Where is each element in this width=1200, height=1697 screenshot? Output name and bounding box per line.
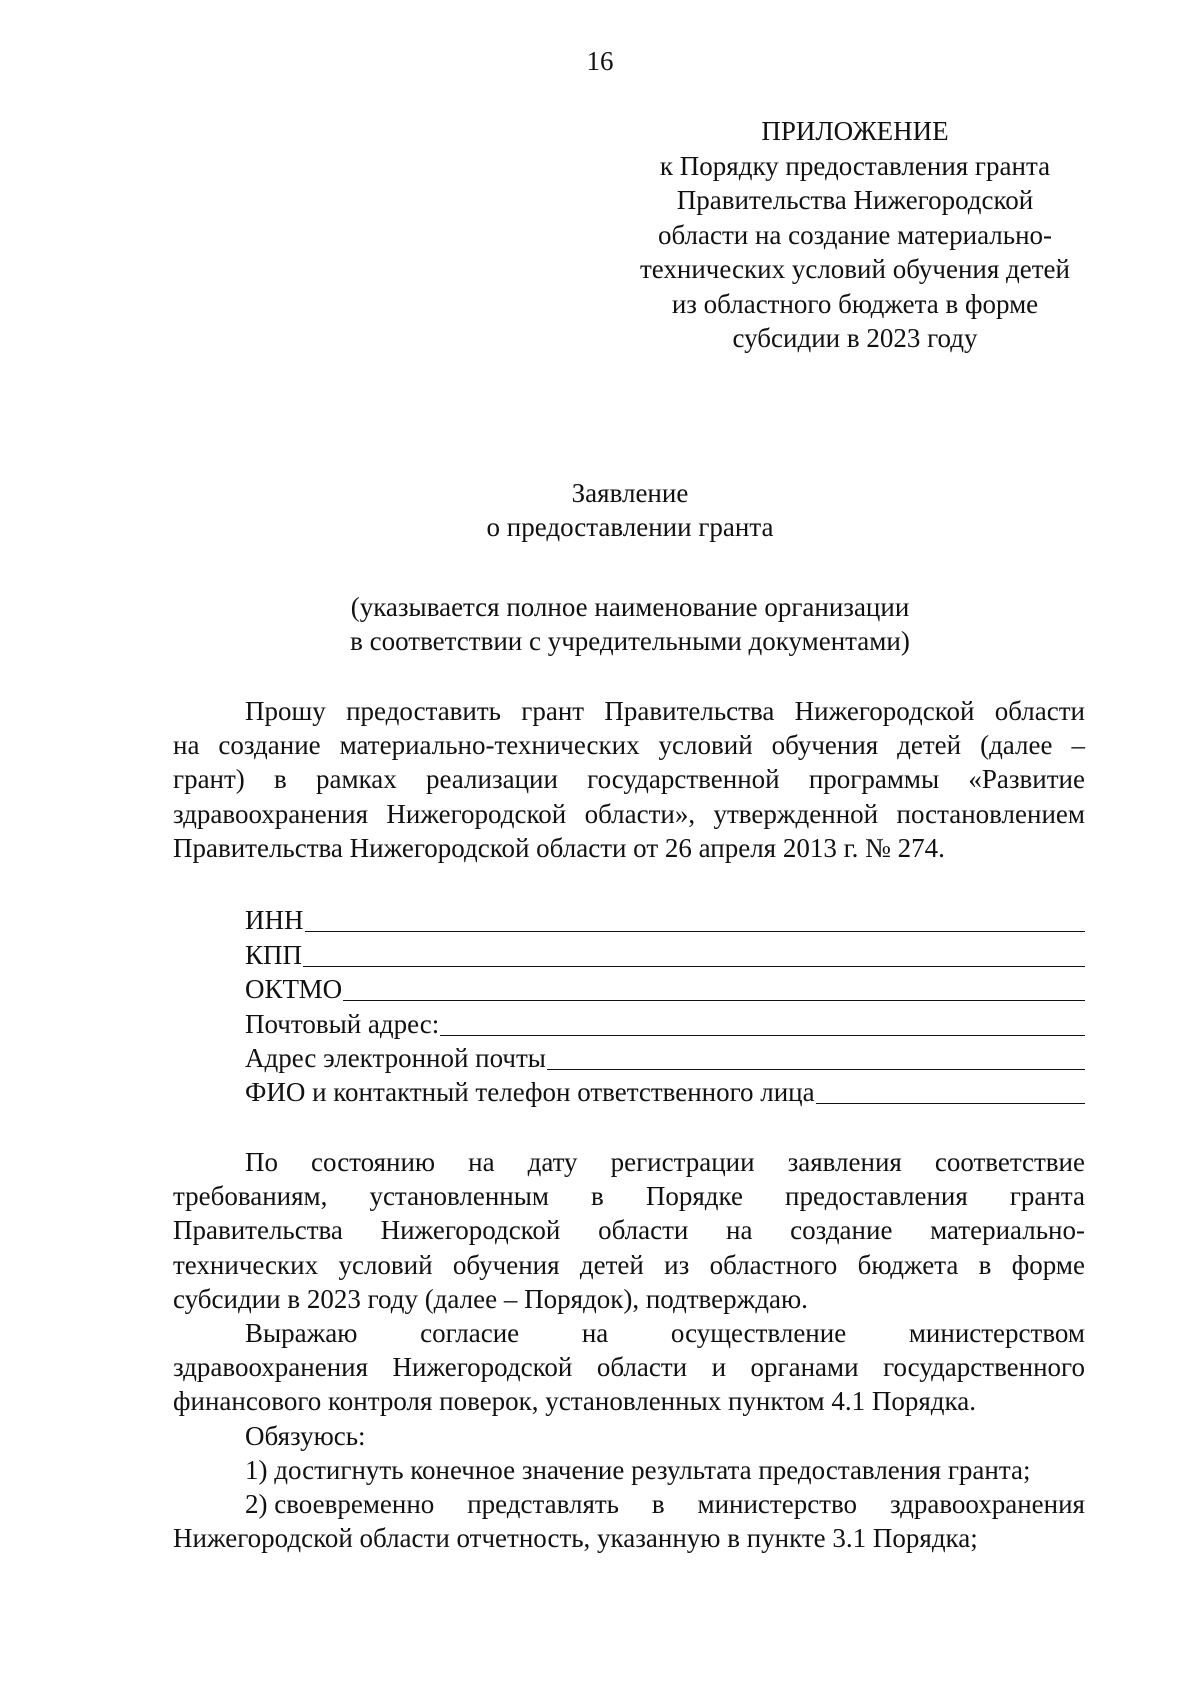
word: – (1071, 730, 1085, 761)
word: 2) своевременно (245, 1488, 435, 1519)
appendix-line: технических условий обучения детей (639, 254, 1070, 284)
appendix-line: субсидии в 2023 году (732, 323, 978, 353)
field-label: ФИО и контактный телефон ответственного лица (245, 1077, 815, 1108)
word: областного (709, 1249, 838, 1280)
request-paragraph (173, 694, 1085, 865)
fill-in-line[interactable] (303, 966, 1085, 967)
word: создание (218, 730, 321, 761)
paragraph-line (173, 1316, 1085, 1350)
fill-in-line[interactable] (816, 1103, 1085, 1104)
fill-in-line[interactable] (305, 931, 1086, 932)
contact-person-field[interactable] (245, 1075, 1085, 1109)
page-number: 16 (586, 46, 614, 76)
word: требованиям, (173, 1181, 328, 1212)
org-note-line: в соответствии с учредительными документами) (350, 626, 910, 656)
word: грант) (173, 764, 245, 795)
appendix-block (610, 114, 1100, 356)
word: обучения (771, 730, 879, 761)
field-label: Адрес электронной почты (245, 1042, 546, 1073)
field-label: ИНН (245, 905, 304, 936)
appendix-line: области на создание материально- (657, 219, 1053, 250)
paragraph-line: субсидии в 2023 году (далее – Порядок), подтверждаю. (173, 1283, 808, 1314)
paragraph-line (173, 1179, 1085, 1213)
word: рамках (316, 764, 397, 795)
word: здравоохранения (889, 1488, 1085, 1519)
word: области (994, 696, 1085, 726)
word: из (664, 1249, 690, 1280)
word: условий (658, 730, 753, 761)
word: Правительства (173, 1215, 343, 1246)
paragraph-line: финансового контроля поверок, установленных пунктом 4.1 Порядка. (173, 1386, 976, 1417)
word: Нижегородской (794, 696, 975, 726)
word: обучения (452, 1249, 560, 1280)
word: согласие (420, 1317, 520, 1348)
paragraph-line (173, 1248, 1085, 1282)
word: в (651, 1488, 665, 1519)
appendix-line: из областного бюджета в форме (671, 288, 1039, 319)
word: заявления (787, 1147, 902, 1177)
obligation-item: 1) достигнуть конечное значение результата предоставления гранта; (245, 1454, 1031, 1485)
kpp-field[interactable] (245, 937, 1085, 971)
statement-title (0, 476, 1200, 544)
appendix-line: Правительства Нижегородской (676, 185, 1034, 215)
confirmation-section (173, 1145, 1085, 1555)
paragraph-line (173, 797, 1085, 831)
word: в (274, 764, 287, 795)
word: форме (1011, 1249, 1085, 1280)
word: Порядке (645, 1181, 743, 1212)
word: Нижегородской (392, 1352, 573, 1383)
word: на (726, 1215, 753, 1246)
word: Выражаю (245, 1317, 358, 1348)
inn-field[interactable] (245, 903, 1085, 937)
word: «Развитие (968, 764, 1085, 795)
paragraph-line (173, 762, 1085, 796)
word: на (173, 730, 200, 761)
word: области (598, 1215, 689, 1246)
oktmo-field[interactable] (245, 972, 1085, 1006)
word: установленным (369, 1181, 549, 1212)
fill-in-line[interactable] (440, 1035, 1085, 1036)
word: государственного (883, 1352, 1085, 1383)
word: постановлением (896, 798, 1085, 829)
email-field[interactable] (245, 1041, 1085, 1075)
word: предоставить (346, 696, 501, 726)
word: органами (750, 1352, 859, 1383)
word: Прошу (245, 696, 326, 726)
paragraph-line: Правительства Нижегородской области от 26 апреля 2013 г. № 274. (173, 832, 945, 863)
word: бюджета (857, 1249, 959, 1280)
appendix-heading: ПРИЛОЖЕНИЕ (761, 116, 949, 146)
word: программы (808, 764, 940, 795)
word: создание (790, 1215, 893, 1246)
word: гранта (1009, 1181, 1085, 1212)
organization-details-form (245, 903, 1085, 1109)
word: и (711, 1352, 727, 1383)
word: условий (338, 1249, 433, 1280)
organization-name-note (0, 590, 1200, 658)
obligation-heading: Обязуюсь: (245, 1420, 366, 1451)
word: реализации (425, 764, 558, 795)
fill-in-line[interactable] (547, 1069, 1085, 1070)
word: регистрации (610, 1147, 755, 1177)
paragraph-line (173, 1145, 1085, 1179)
appendix-line: к Порядку предоставления гранта (659, 150, 1051, 181)
word: в (591, 1181, 604, 1212)
word: области», (584, 798, 696, 829)
word: утвержденной (713, 798, 879, 829)
paragraph-line (173, 1350, 1085, 1384)
paragraph-line (173, 694, 1085, 728)
word: области (596, 1352, 688, 1383)
word: состоянию (311, 1147, 436, 1177)
org-note-line: (указывается полное наименование организации (350, 592, 910, 622)
word: материально- (930, 1215, 1085, 1246)
word: государственной (587, 764, 780, 795)
word: материально-технических (339, 730, 640, 761)
word: на (468, 1147, 495, 1177)
word: осуществление (670, 1317, 847, 1348)
field-label: КПП (245, 939, 303, 970)
word: дату (527, 1147, 578, 1177)
word: детей (897, 730, 962, 761)
statement-title-line: о предоставлении гранта (486, 512, 774, 542)
word: Нижегородской (386, 798, 567, 829)
word: Правительства (604, 696, 775, 726)
word: министерство (697, 1488, 858, 1519)
statement-title-line: Заявление (571, 478, 689, 508)
word: соответствие (934, 1147, 1085, 1177)
field-label: ОКТМО (245, 974, 343, 1005)
postal-address-field[interactable] (245, 1006, 1085, 1040)
word: Нижегородской (380, 1215, 561, 1246)
word: грант (521, 696, 585, 726)
fill-in-line[interactable] (343, 1000, 1085, 1001)
obligation-item-continuation: Нижегородской области отчетность, указанную в пункте 3.1 Порядка; (173, 1523, 978, 1554)
word: представлять (467, 1488, 619, 1519)
field-label: Почтовый адрес: (245, 1008, 440, 1039)
word: предоставления (785, 1181, 968, 1212)
word: в (978, 1249, 992, 1280)
paragraph-line (173, 728, 1085, 762)
word: детей (579, 1249, 644, 1280)
word: министерством (908, 1317, 1085, 1348)
word: здравоохранения (173, 798, 369, 829)
word: технических (173, 1249, 319, 1280)
paragraph-line (173, 1213, 1085, 1247)
word: на (581, 1317, 609, 1348)
obligation-item (173, 1487, 1085, 1521)
word: По (245, 1147, 278, 1177)
word: здравоохранения (173, 1352, 369, 1383)
word: (далее (980, 730, 1053, 761)
